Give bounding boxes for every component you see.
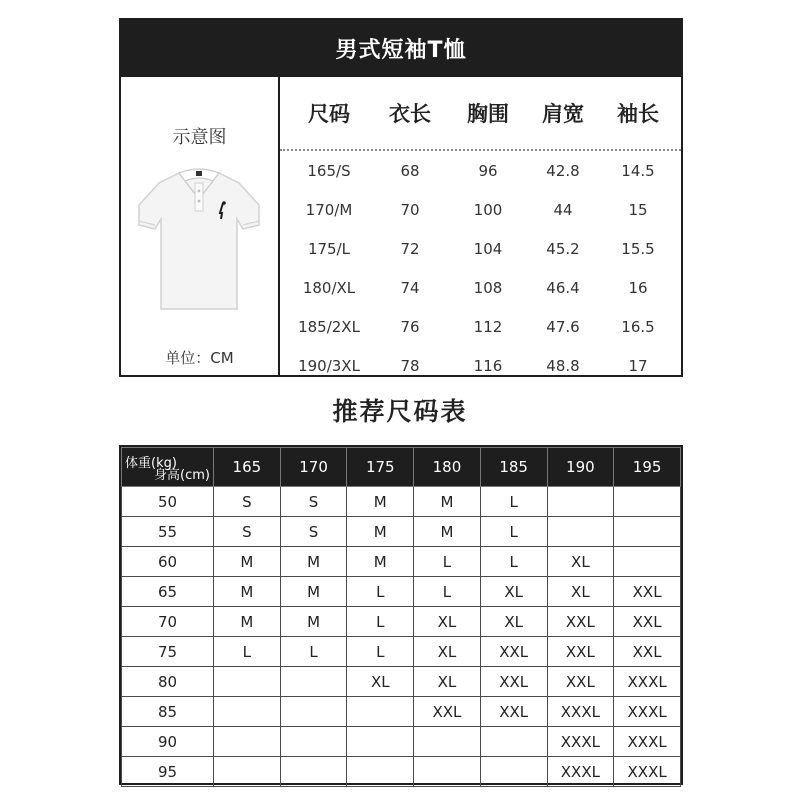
size-cell: L bbox=[347, 577, 414, 607]
length-cell: 68 bbox=[400, 161, 420, 180]
size-cell: S bbox=[214, 517, 281, 547]
height-header: 165 bbox=[214, 448, 281, 487]
size-cell: L bbox=[214, 637, 281, 667]
size-cell bbox=[347, 727, 414, 757]
size-cell: XL bbox=[547, 547, 614, 577]
recommendation-table bbox=[119, 445, 683, 785]
size-chart-title: 男式短袖T恤 bbox=[121, 20, 681, 77]
size-cell bbox=[280, 727, 347, 757]
size-cell: M bbox=[280, 577, 347, 607]
size-cell bbox=[547, 487, 614, 517]
size-cell: XXL bbox=[614, 637, 681, 667]
diagram-panel bbox=[121, 77, 280, 375]
weight-cell: 50 bbox=[122, 487, 214, 517]
size-cell: XXL bbox=[547, 637, 614, 667]
size-cell bbox=[280, 757, 347, 787]
height-header: 195 bbox=[614, 448, 681, 487]
table-row bbox=[122, 727, 681, 757]
height-header: 190 bbox=[547, 448, 614, 487]
size-cell: L bbox=[347, 607, 414, 637]
size-cell: M bbox=[347, 517, 414, 547]
table-row bbox=[122, 697, 681, 727]
table-row bbox=[122, 667, 681, 697]
height-axis-label: 身高(cm) bbox=[154, 468, 210, 483]
size-cell: XL bbox=[547, 577, 614, 607]
size-cell: XXL bbox=[414, 697, 481, 727]
size-cell bbox=[480, 727, 547, 757]
size-cell: XXXL bbox=[614, 697, 681, 727]
table-row bbox=[122, 487, 681, 517]
weight-cell: 60 bbox=[122, 547, 214, 577]
size-cell: L bbox=[480, 547, 547, 577]
size-row bbox=[280, 229, 681, 268]
length-cell: 72 bbox=[400, 239, 420, 258]
table-row bbox=[122, 547, 681, 577]
size-row bbox=[280, 346, 681, 385]
size-chart bbox=[119, 18, 683, 377]
size-cell: M bbox=[280, 547, 347, 577]
chest-cell: 116 bbox=[473, 356, 503, 375]
length-cell: 74 bbox=[400, 278, 420, 297]
corner-cell bbox=[122, 448, 214, 487]
size-cell: XXL bbox=[547, 607, 614, 637]
size-cell: XL bbox=[414, 607, 481, 637]
weight-cell: 75 bbox=[122, 637, 214, 667]
height-header: 180 bbox=[414, 448, 481, 487]
shoulder-cell: 44 bbox=[553, 200, 573, 219]
weight-cell: 85 bbox=[122, 697, 214, 727]
length-cell: 78 bbox=[400, 356, 420, 375]
diagram-label: 示意图 bbox=[172, 127, 227, 148]
header-size: 尺码 bbox=[308, 102, 350, 126]
sleeve-cell: 15.5 bbox=[621, 239, 655, 258]
size-cell: M bbox=[214, 577, 281, 607]
size-cell bbox=[614, 487, 681, 517]
size-cell bbox=[214, 757, 281, 787]
size-cell: M bbox=[414, 487, 481, 517]
size-cell bbox=[547, 517, 614, 547]
table-row bbox=[122, 637, 681, 667]
size-cell: M bbox=[214, 547, 281, 577]
size-cell: XXL bbox=[480, 667, 547, 697]
size-cell: L bbox=[480, 517, 547, 547]
recommendation-title: 推荐尺码表 bbox=[332, 397, 468, 426]
size-cell: 170/M bbox=[305, 200, 353, 219]
size-chart-header bbox=[280, 77, 681, 151]
size-cell: L bbox=[347, 637, 414, 667]
size-cell: XXL bbox=[614, 607, 681, 637]
table-row bbox=[122, 517, 681, 547]
sleeve-cell: 17 bbox=[628, 356, 648, 375]
polo-shirt-icon bbox=[135, 159, 263, 311]
size-cell bbox=[347, 697, 414, 727]
weight-cell: 80 bbox=[122, 667, 214, 697]
size-cell: 190/3XL bbox=[298, 356, 360, 375]
header-shoulder: 肩宽 bbox=[542, 102, 584, 126]
weight-axis-label: 体重(kg) bbox=[125, 456, 177, 471]
size-cell bbox=[214, 697, 281, 727]
header-chest: 胸围 bbox=[467, 102, 509, 126]
size-cell: M bbox=[347, 487, 414, 517]
size-cell: XXL bbox=[480, 637, 547, 667]
size-cell bbox=[414, 757, 481, 787]
height-header: 175 bbox=[347, 448, 414, 487]
chest-cell: 112 bbox=[473, 317, 503, 336]
size-row bbox=[280, 190, 681, 229]
size-cell: XXL bbox=[614, 577, 681, 607]
size-cell bbox=[480, 757, 547, 787]
shoulder-cell: 48.8 bbox=[546, 356, 580, 375]
sleeve-cell: 16 bbox=[628, 278, 648, 297]
size-cell: L bbox=[480, 487, 547, 517]
size-cell: XXXL bbox=[614, 727, 681, 757]
size-row bbox=[280, 151, 681, 190]
sleeve-cell: 14.5 bbox=[621, 161, 655, 180]
size-row bbox=[280, 268, 681, 307]
size-cell bbox=[614, 547, 681, 577]
size-cell bbox=[280, 697, 347, 727]
size-cell: XL bbox=[480, 577, 547, 607]
size-cell: XL bbox=[347, 667, 414, 697]
size-cell: XXXL bbox=[614, 667, 681, 697]
header-length: 衣长 bbox=[389, 102, 431, 126]
unit-label: 单位：CM bbox=[165, 349, 234, 367]
weight-cell: 70 bbox=[122, 607, 214, 637]
shoulder-cell: 47.6 bbox=[546, 317, 580, 336]
size-cell: L bbox=[414, 577, 481, 607]
size-cell bbox=[280, 667, 347, 697]
size-cell bbox=[214, 727, 281, 757]
size-cell: 165/S bbox=[307, 161, 351, 180]
size-cell bbox=[614, 517, 681, 547]
size-cell: XL bbox=[480, 607, 547, 637]
weight-cell: 65 bbox=[122, 577, 214, 607]
table-row bbox=[122, 577, 681, 607]
size-row bbox=[280, 307, 681, 346]
size-cell: XXXL bbox=[547, 727, 614, 757]
height-header-row bbox=[122, 448, 681, 487]
table-row bbox=[122, 607, 681, 637]
size-cell: L bbox=[280, 637, 347, 667]
size-cell: S bbox=[280, 487, 347, 517]
size-cell: XXL bbox=[480, 697, 547, 727]
chest-cell: 104 bbox=[473, 239, 503, 258]
size-cell: M bbox=[214, 607, 281, 637]
size-cell: L bbox=[414, 547, 481, 577]
size-cell: XL bbox=[414, 667, 481, 697]
size-cell: S bbox=[280, 517, 347, 547]
height-header: 185 bbox=[480, 448, 547, 487]
length-cell: 76 bbox=[400, 317, 420, 336]
shoulder-cell: 42.8 bbox=[546, 161, 580, 180]
chest-cell: 96 bbox=[478, 161, 498, 180]
sleeve-cell: 15 bbox=[628, 200, 648, 219]
size-cell: 185/2XL bbox=[298, 317, 360, 336]
weight-cell: 55 bbox=[122, 517, 214, 547]
size-cell: M bbox=[414, 517, 481, 547]
size-cell: M bbox=[280, 607, 347, 637]
size-cell: XL bbox=[414, 637, 481, 667]
size-cell: 175/L bbox=[307, 239, 351, 258]
size-cell: XXXL bbox=[614, 757, 681, 787]
weight-cell: 95 bbox=[122, 757, 214, 787]
size-cell bbox=[347, 757, 414, 787]
shoulder-cell: 46.4 bbox=[546, 278, 580, 297]
size-cell: XXXL bbox=[547, 697, 614, 727]
size-cell: 180/XL bbox=[302, 278, 356, 297]
chest-cell: 108 bbox=[473, 278, 503, 297]
length-cell: 70 bbox=[400, 200, 420, 219]
size-cell bbox=[414, 727, 481, 757]
weight-cell: 90 bbox=[122, 727, 214, 757]
size-cell: S bbox=[214, 487, 281, 517]
size-cell bbox=[214, 667, 281, 697]
height-header: 170 bbox=[280, 448, 347, 487]
chest-cell: 100 bbox=[473, 200, 503, 219]
size-cell: M bbox=[347, 547, 414, 577]
header-sleeve: 袖长 bbox=[617, 102, 659, 126]
size-cell: XXXL bbox=[547, 757, 614, 787]
size-cell: XXL bbox=[547, 667, 614, 697]
table-row bbox=[122, 757, 681, 787]
sleeve-cell: 16.5 bbox=[621, 317, 655, 336]
shoulder-cell: 45.2 bbox=[546, 239, 580, 258]
